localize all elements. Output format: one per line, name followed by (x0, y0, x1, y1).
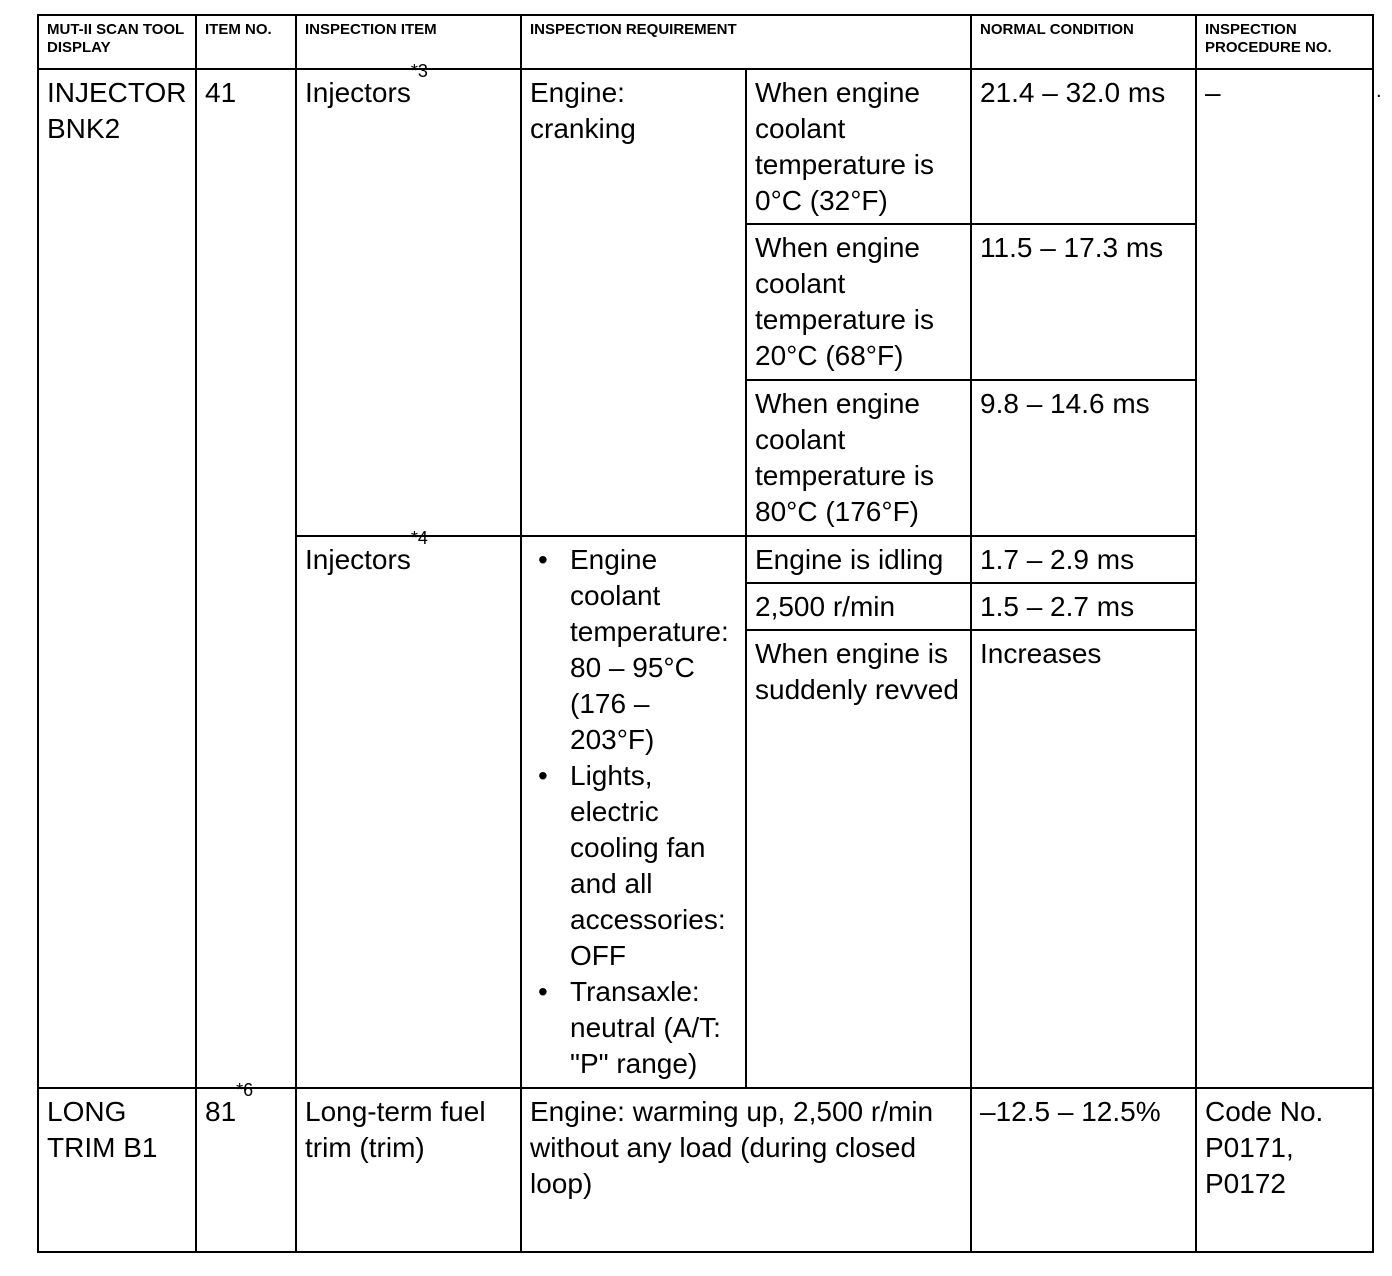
footnote-mark: *3 (410, 61, 428, 81)
sub-condition-cell: When engine coolant temperature is 20°C (68°F) (746, 224, 971, 380)
item-no-text: 81 (205, 1096, 237, 1127)
header-normal-condition: NORMAL CONDITION (971, 15, 1196, 69)
normal-condition-cell: 1.5 – 2.7 ms (971, 583, 1196, 630)
display-cell: INJECTOR BNK2 (38, 69, 196, 1088)
sub-condition-cell: When engine coolant temperature is 80°C (176°F) (746, 380, 971, 536)
header-item-no: ITEM NO. (196, 15, 296, 69)
footnote-mark: *4 (410, 528, 428, 548)
inspection-item-cell (296, 61, 521, 536)
edge-mark: . (1376, 80, 1382, 102)
normal-condition-cell: Increases (971, 630, 1196, 1088)
requirement-cell: Engine: warming up, 2,500 r/min without any load (during closed loop) (521, 1088, 971, 1252)
requirement-cell (521, 536, 746, 1088)
display-cell: LONG TRIM B1 (38, 1088, 196, 1252)
procedure-cell: Code No. P0171, P0172 (1196, 1088, 1373, 1252)
item-no-cell (196, 1080, 296, 1252)
header-display: MUT-II SCAN TOOL DISPLAY (38, 15, 196, 69)
header-row (38, 15, 1373, 69)
sub-condition-cell: 2,500 r/min (746, 583, 971, 630)
normal-condition-cell: 1.7 – 2.9 ms (971, 536, 1196, 583)
header-requirement: INSPECTION REQUIREMENT (521, 15, 971, 69)
item-text: Injectors (305, 544, 411, 575)
normal-condition-cell: 11.5 – 17.3 ms (971, 224, 1196, 380)
inspection-item-cell (296, 528, 521, 1088)
inspection-item-cell: Long-term fuel trim (trim) (296, 1088, 521, 1252)
header-inspection-item: INSPECTION ITEM (296, 15, 521, 69)
header-procedure-no: INSPECTION PROCEDURE NO. (1196, 15, 1373, 69)
condition-bullet: • Engine coolant temperature: 80 – 95°C (176 – 203°F) (530, 542, 737, 758)
footnote-mark: *6 (236, 1080, 254, 1100)
normal-condition-cell: 21.4 – 32.0 ms (971, 69, 1196, 224)
item-text: Injectors (305, 77, 411, 108)
condition-bullet: • Lights, electric cooling fan and all accessories: OFF (530, 758, 737, 974)
sub-condition-cell: Engine is idling (746, 536, 971, 583)
condition-bullet: • Transaxle: neutral (A/T: "P" range) (530, 974, 737, 1082)
sub-condition-cell: When engine coolant temperature is 0°C (32°F) (746, 69, 971, 224)
inspection-table (37, 14, 1374, 1253)
item-no-cell: 41 (196, 69, 296, 1088)
table-row (38, 69, 1373, 224)
sub-condition-cell: When engine is suddenly revved (746, 630, 971, 1088)
table-row (38, 1088, 1373, 1252)
procedure-cell: – (1196, 69, 1373, 1088)
requirement-cell: Engine: cranking (521, 69, 746, 536)
normal-condition-cell: –12.5 – 12.5% (971, 1088, 1196, 1252)
condition-list (530, 542, 737, 1082)
normal-condition-cell: 9.8 – 14.6 ms (971, 380, 1196, 536)
